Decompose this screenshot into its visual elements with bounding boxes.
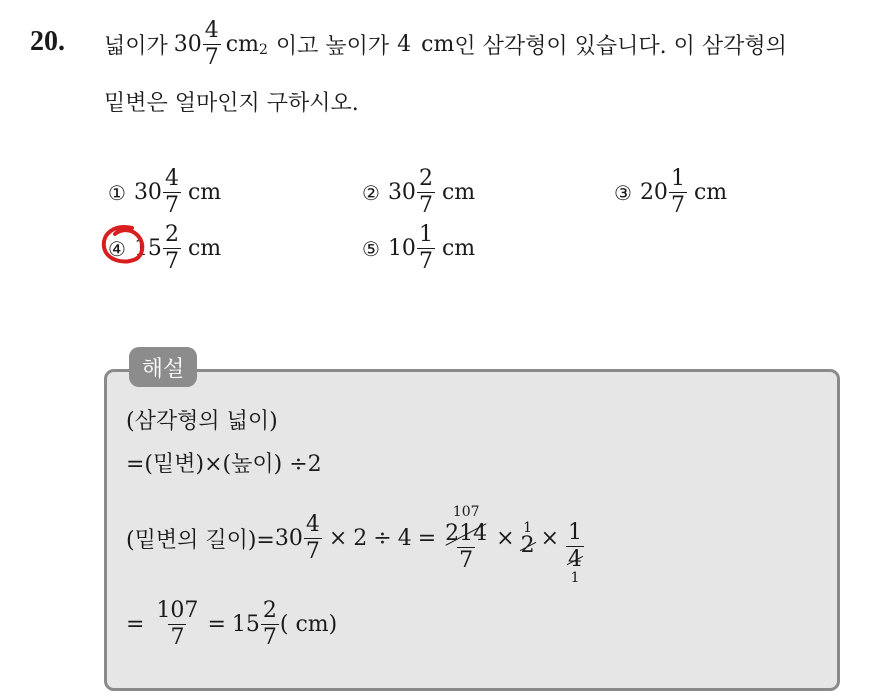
choice-3-fraction xyxy=(669,168,687,217)
choice-4-mark: ④ xyxy=(108,236,126,261)
choice-1-numerator: 4 xyxy=(164,166,179,191)
divide-sign: ÷ xyxy=(373,526,392,551)
choice-3-numerator: 1 xyxy=(670,166,685,191)
simplified-1-above-2: 1 xyxy=(523,519,533,536)
cancelled-214: 214 xyxy=(445,521,488,546)
choice-2-denominator: 7 xyxy=(418,193,433,218)
choice-2-mark: ② xyxy=(362,180,380,205)
choice-2-numerator: 2 xyxy=(418,166,433,191)
result-numerator: 107 xyxy=(156,598,199,623)
choice-1-unit: cm xyxy=(187,180,222,205)
result-equals: = xyxy=(207,612,226,637)
fraction-214-over-7 xyxy=(442,505,490,572)
result-fraction xyxy=(154,600,200,649)
solution-line-3 xyxy=(126,492,585,585)
times-sign-3: × xyxy=(540,526,560,551)
choice-1-mark: ① xyxy=(108,180,126,205)
solution-line-1: (삼각형의 넓이) xyxy=(126,409,278,434)
result-denominator: 7 xyxy=(170,625,185,650)
solution-line-3-denominator: 7 xyxy=(305,539,320,564)
result-mixed-numerator: 2 xyxy=(262,598,277,623)
numerator-1: 1 xyxy=(568,520,583,545)
area-fraction xyxy=(203,20,221,69)
choice-2-fraction xyxy=(417,168,435,217)
question-line-2: 밑변은 얼마인지 구하시오. xyxy=(104,91,359,116)
choice-3[interactable] xyxy=(614,168,727,217)
times-sign-2: × xyxy=(496,526,515,551)
choice-4-fraction xyxy=(163,224,181,273)
choice-3-mark: ③ xyxy=(614,180,632,205)
height-value: 4 xyxy=(397,32,412,57)
choice-5-denominator: 7 xyxy=(418,249,433,274)
area-whole: 30 xyxy=(173,32,202,57)
question-text-c: 인 삼각형이 있습니다. 이 삼각형의 xyxy=(454,34,787,59)
choice-4-denominator: 7 xyxy=(164,249,179,274)
choice-5-whole: 10 xyxy=(387,236,416,261)
divisor-four: 4 xyxy=(397,526,412,551)
choice-3-denominator: 7 xyxy=(670,193,685,218)
cancelled-4: 4 xyxy=(568,547,583,572)
simplified-1-below-4: 1 xyxy=(570,570,580,586)
cancelled-two-stack xyxy=(521,521,535,557)
question-text-a: 넓이가 xyxy=(104,34,168,59)
solution-line-2: =(밑변)×(높이) ÷2 xyxy=(126,452,322,477)
line-4-equals: = xyxy=(126,612,145,637)
choice-1-denominator: 7 xyxy=(164,193,179,218)
choice-5-mark: ⑤ xyxy=(362,236,380,261)
choice-1-whole: 30 xyxy=(133,180,162,205)
choice-4-whole: 15 xyxy=(133,236,162,261)
equals-sign: = xyxy=(417,526,437,551)
choice-4-unit: cm xyxy=(187,236,222,261)
area-unit: cm xyxy=(225,32,259,57)
area-unit-exponent: 2 xyxy=(258,42,268,58)
solution-line-3-numerator: 4 xyxy=(305,512,320,537)
result-whole: 15 xyxy=(231,612,260,637)
solution-line-3-fraction xyxy=(304,514,322,563)
solution-line-3-label: (밑변의 길이)= xyxy=(126,528,275,553)
area-numerator: 4 xyxy=(204,18,219,43)
solution-line-4 xyxy=(126,600,337,649)
solution-line-3-whole: 30 xyxy=(274,526,303,551)
times-sign: × xyxy=(328,526,348,551)
choice-5[interactable] xyxy=(362,224,475,273)
choice-4-numerator: 2 xyxy=(164,222,179,247)
question-number: 20. xyxy=(30,26,65,57)
area-denominator: 7 xyxy=(204,45,219,70)
selected-answer-circle-mark xyxy=(98,222,154,268)
question-line-1 xyxy=(104,20,787,69)
choice-2[interactable] xyxy=(362,168,475,217)
choice-3-unit: cm xyxy=(693,180,728,205)
denominator-7: 7 xyxy=(459,548,474,573)
choice-1[interactable] xyxy=(108,168,221,217)
height-unit: cm xyxy=(421,32,455,57)
simplified-107: 107 xyxy=(452,504,480,520)
choice-3-whole: 20 xyxy=(639,180,668,205)
choice-2-whole: 30 xyxy=(387,180,416,205)
choice-5-unit: cm xyxy=(441,236,476,261)
question-text-b: 이고 높이가 xyxy=(275,34,390,59)
cancelled-2: 2 xyxy=(520,532,535,558)
choice-1-fraction xyxy=(163,168,181,217)
choice-5-numerator: 1 xyxy=(418,222,433,247)
result-unit: ( cm) xyxy=(279,612,338,637)
choice-2-unit: cm xyxy=(441,180,476,205)
fraction-1-over-4 xyxy=(565,522,585,585)
result-mixed-denominator: 7 xyxy=(262,625,277,650)
factor-two: 2 xyxy=(353,526,368,551)
result-mixed-fraction xyxy=(261,600,279,649)
solution-tag: 해설 xyxy=(129,347,197,387)
choice-5-fraction xyxy=(417,224,435,273)
